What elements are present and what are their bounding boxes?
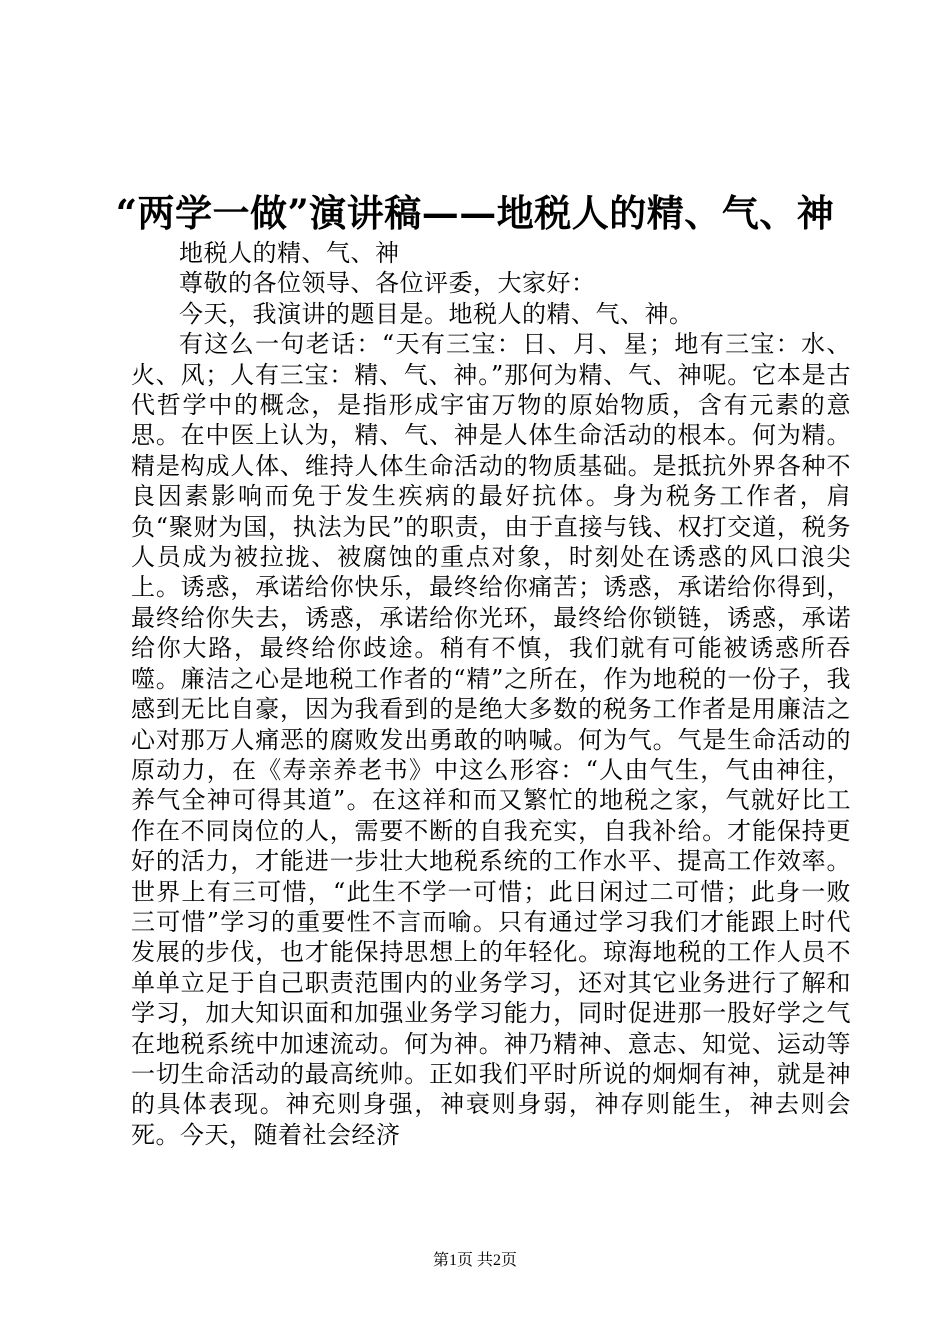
page-number: 第1页 共2页 [432,1252,517,1269]
document-body [131,238,851,1150]
paragraph-subtitle: 地税人的精、气、神 [179,239,400,267]
document-title: “两学一做”演讲稿——地税人的精、气、神 [115,191,835,235]
paragraph-topic: 今天，我演讲的题目是。地税人的精、气、神。 [179,299,694,328]
paragraph-greeting: 尊敬的各位领导、各位评委，大家好： [179,269,596,298]
paragraph-main: 有这么一句老话：“天有三宝：日、月、星；地有三宝：水、火、风；人有三宝：精、气、神。”那何为精、气、神呢。它本是古代哲学中的概念，是指形成宇宙万物的原始物质，含有元素的意思。在中医上认为，精、气、神是人体生命活动的根本。何为精。精是构成人体、维持人体生命活动的物质基础。是抵抗外界各种不良因素影响而免于发生疾病的最好抗体。身为税务工作者，肩负“聚财为国，执法为民”的职责，由于直接与钱、权打交道，税务人员成为被拉拢、被腐蚀的重点对象，时刻处在诱惑的风口浪尖上。诱惑，承诺给你快乐，最终给你痛苦；诱惑，承诺给你得到，最终给你失去，诱惑，承诺给你光环，最终给你锁链，诱惑，承诺给你大路，最终给你歧途。稍有不慎，我们就有可能被诱惑所吞噬。廉洁之心是地税工作者的“精”之所在，作为地税的一份子，我感到无比自豪，因为我看到的是绝大多数的税务工作者是用廉洁之心对那万人痛恶的腐败发出勇敢的呐喊。何为气。气是生命活动的原动力，在《寿亲养老书》中这么形容：“人由气生，气由神往，养气全神可得其道”。在这祥和而又繁忙的地税之家，气就好比工作在不同岗位的人，需要不断的自我充实，自我补给。才能保持更好的活力，才能进一步壮大地税系统的工作水平、提高工作效率。世界上有三可惜，“此生不学一可惜；此日闲过二可惜；此身一败三可惜”学习的重要性不言而喻。只有通过学习我们才能跟上时代发展的步伐，也才能保持思想上的年轻化。琼海地税的工作人员不单单立足于自己职责范围内的业务学习，还对其它业务进行了解和学习，加大知识面和加强业务学习能力，同时促进那一股好学之气在地税系统中加速流动。何为神。神乃精神、意志、知觉、运动等一切生命活动的最高统帅。正如我们平时所说的炯炯有神，就是神的具体表现。神充则身强，神衰则身弱，神存则能生，神去则会死。今天，随着社会经济 [131,330,851,1149]
